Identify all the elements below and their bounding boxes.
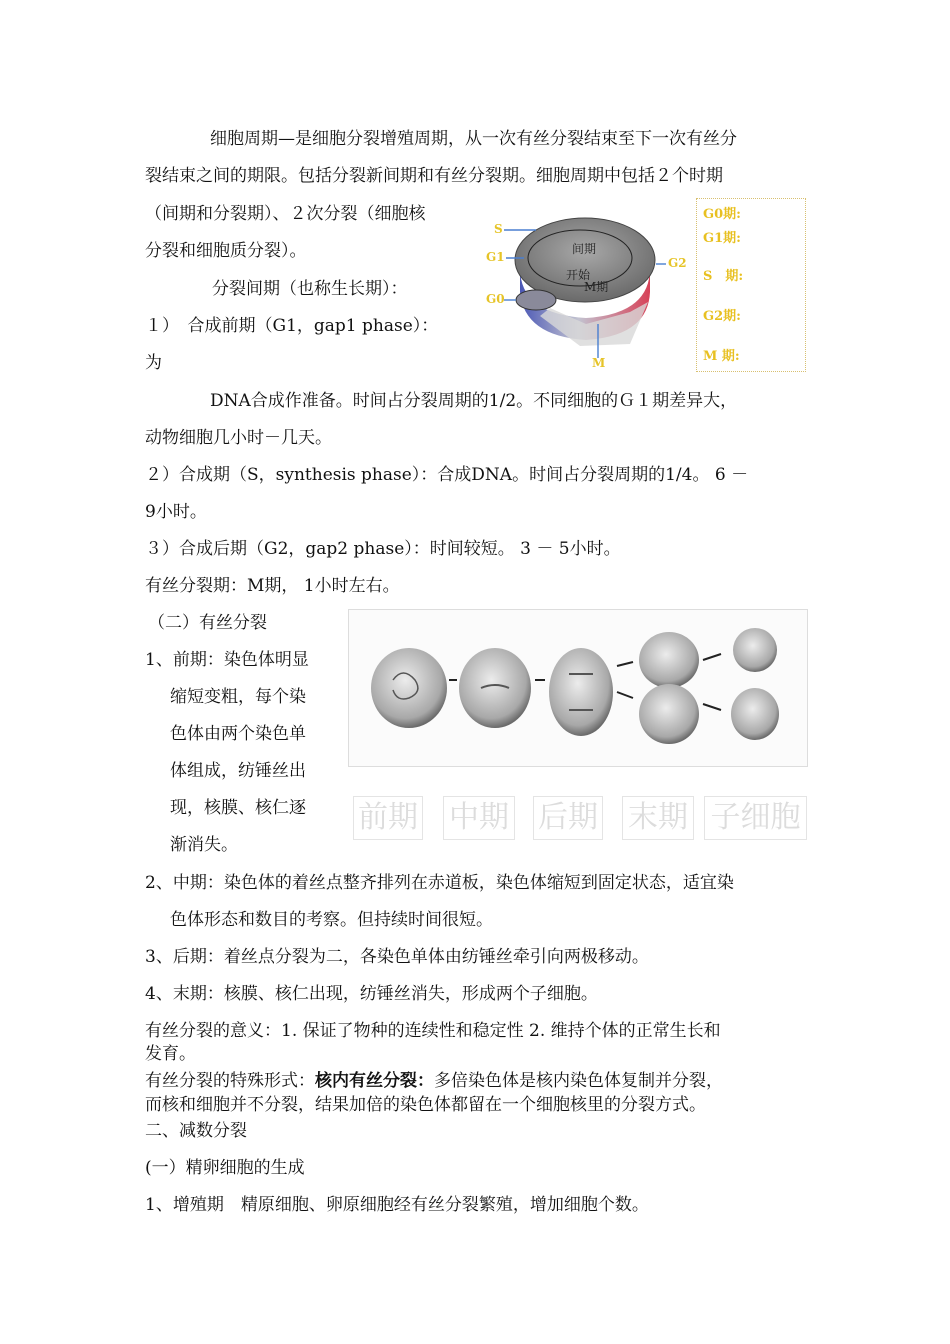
arrow-3b <box>617 692 633 698</box>
meiosis-item-1: 1、增殖期 精原细胞、卵原细胞经有丝分裂繁殖，增加细胞个数。 <box>145 1195 649 1215</box>
prophase-line-1: 1、前期：染色体明显 <box>145 650 309 670</box>
mitosis-heading: （二）有丝分裂 <box>148 613 267 633</box>
prophase-line-2: 缩短变粗，每个染 <box>170 687 306 707</box>
mitosis-drawing <box>349 610 807 766</box>
cell-anaphase <box>549 648 613 736</box>
special-form-prefix: 有丝分裂的特殊形式： <box>145 1071 315 1091</box>
stage-metaphase: 中期 <box>443 796 515 840</box>
s-line-1: ２）合成期（S，synthesis phase）：合成DNA。时间占分裂周期的1/4。 6 － <box>145 465 749 485</box>
prophase-line-4: 体组成，纺锤丝出 <box>170 761 306 781</box>
cell-telophase-top <box>639 632 699 688</box>
stage-telophase: 末期 <box>622 796 694 840</box>
cycle-g0-disk <box>516 290 556 310</box>
stage-anaphase: 后期 <box>533 796 603 840</box>
significance-line-2: 发育。 <box>145 1044 196 1064</box>
special-form-line-2: 而核和细胞并不分裂，结果加倍的染色体都留在一个细胞核里的分裂方式。 <box>145 1095 706 1115</box>
legend-m: M 期: <box>703 349 740 364</box>
legend-g1: G1期: <box>703 231 741 246</box>
prophase-line-5: 现，核膜、核仁逐 <box>170 798 306 818</box>
label-g2: G2 <box>668 256 687 270</box>
inner-interphase: 间期 <box>572 242 597 256</box>
label-g0: G0 <box>486 292 505 306</box>
telophase-line: 4、末期：核膜、核仁出现，纺锤丝消失，形成两个子细胞。 <box>145 984 598 1004</box>
label-g1: G1 <box>486 250 505 264</box>
inner-m-phase: M期 <box>584 280 609 294</box>
special-form-line-1 <box>145 1070 723 1092</box>
legend-g0: G0期: <box>703 207 741 222</box>
cell-cycle-diagram <box>480 196 808 372</box>
prophase-line-3: 色体由两个染色单 <box>170 724 306 744</box>
stage-daughter-cells: 子细胞 <box>704 796 807 840</box>
intro-line-3: （间期和分裂期）、２次分裂（细胞核 <box>145 204 426 224</box>
anaphase-line: 3、后期：着丝点分裂为二，各染色单体由纺锤丝牵引向两极移动。 <box>145 947 649 967</box>
m-line: 有丝分裂期：M期， 1小时左右。 <box>145 576 400 596</box>
prophase-line-6: 渐消失。 <box>170 835 238 855</box>
g2-line: ３）合成后期（G2，gap2 phase）：时间较短。 3 － 5小时。 <box>145 539 621 559</box>
mitosis-diagram <box>348 609 808 767</box>
special-form-rest: 多倍染色体是核内染色体复制并分裂， <box>434 1071 723 1091</box>
arrow-4b <box>703 704 721 710</box>
meiosis-subheading: (一）精卵细胞的生成 <box>145 1158 305 1178</box>
inner-start: 开始 <box>566 268 591 282</box>
phase-legend <box>696 198 806 372</box>
g1-line: １） 合成前期（G1，gap1 phase）： <box>145 316 439 336</box>
significance-line-1: 有丝分裂的意义：1. 保证了物种的连续性和稳定性 2. 维持个体的正常生长和 <box>145 1021 721 1041</box>
cell-prophase <box>371 648 447 728</box>
stage-prophase: 前期 <box>353 796 423 840</box>
legend-g2: G2期: <box>703 309 741 324</box>
intro-line-4: 分裂和细胞质分裂）。 <box>145 241 307 261</box>
metaphase-line-1: 2、中期：染色体的着丝点整齐排列在赤道板，染色体缩短到固定状态，适宜染 <box>145 873 734 893</box>
g1-desc-2: 动物细胞几小时－几天。 <box>145 428 332 448</box>
arrow-3a <box>617 662 633 666</box>
g1-desc-1: DNA合成作准备。时间占分裂周期的1/2。不同细胞的Ｇ１期差异大， <box>210 391 738 411</box>
special-form-term: 核内有丝分裂： <box>315 1071 434 1091</box>
intro-line-1: 细胞周期—是细胞分裂增殖周期，从一次有丝分裂结束至下一次有丝分 <box>210 129 737 149</box>
daughter-cell-2 <box>731 688 779 740</box>
label-s: S <box>494 222 503 236</box>
arrow-4a <box>703 654 721 660</box>
meiosis-heading: 二、减数分裂 <box>145 1121 247 1141</box>
legend-s: S 期: <box>703 269 744 284</box>
intro-line-2: 裂结束之间的期限。包括分裂新间期和有丝分裂期。细胞周期中包括２个时期 <box>145 166 723 186</box>
label-m: M <box>592 356 606 370</box>
g1-wei: 为 <box>145 353 162 373</box>
s-line-2: 9小时。 <box>145 502 207 522</box>
cell-telophase-bottom <box>639 684 699 744</box>
daughter-cell-1 <box>733 628 777 672</box>
metaphase-line-2: 色体形态和数目的考察。但持续时间很短。 <box>170 910 493 930</box>
interphase-heading: 分裂间期（也称生长期）： <box>212 279 408 299</box>
cell-metaphase <box>459 648 531 728</box>
